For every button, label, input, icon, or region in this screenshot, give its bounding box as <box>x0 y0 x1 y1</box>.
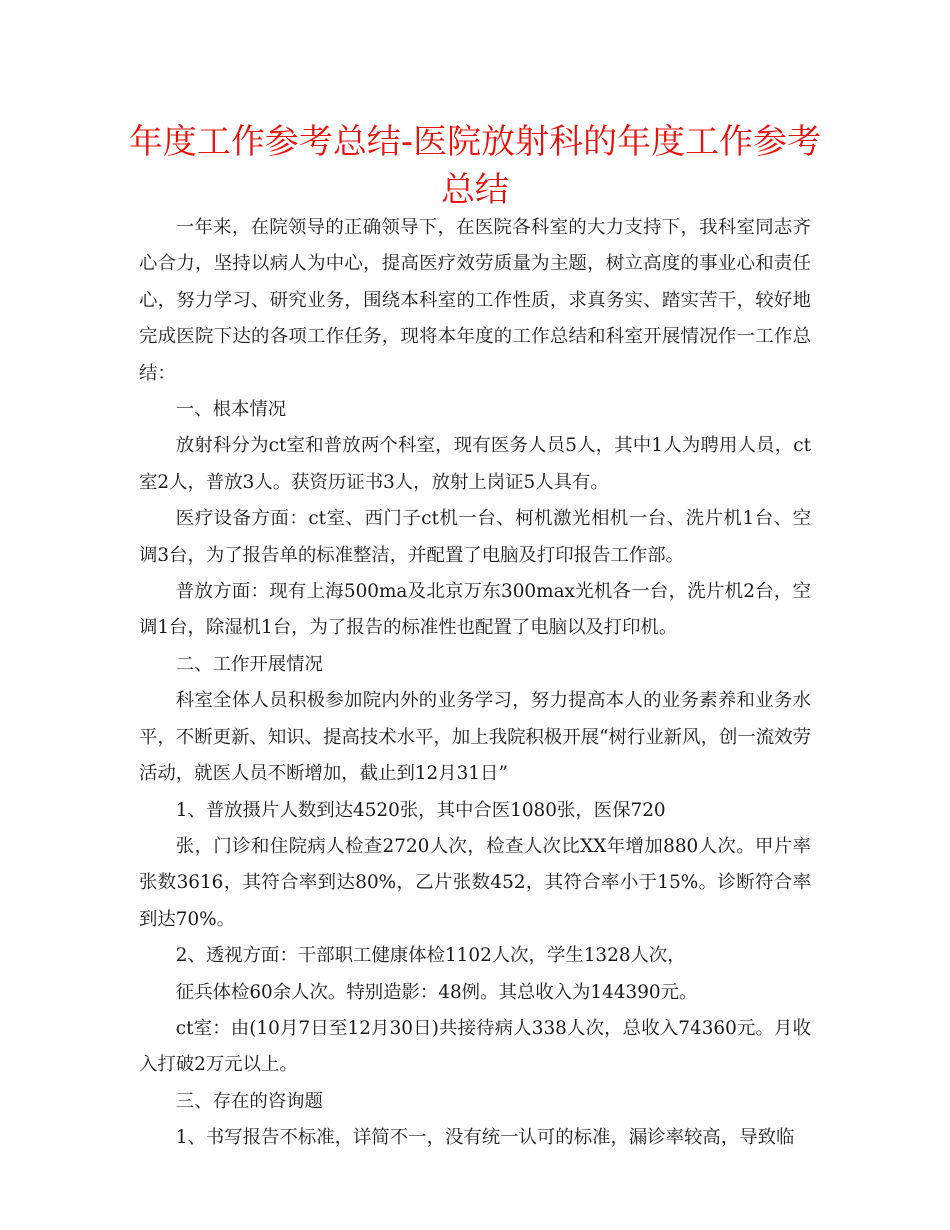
paragraph-equipment-general: 普放方面：现有上海500ma及北京万东300max光机各一台，洗片机2台，空调1台，除湿机1台，为了报告的标准性也配置了电脑以及打印机。 <box>139 581 811 639</box>
document-body <box>139 210 811 1157</box>
section-heading-basic-situation: 一、根本情况 <box>175 399 287 421</box>
paragraph-fluoroscopy: 2、透视方面：干部职工健康体检1102人次，学生1328人次， <box>175 945 686 967</box>
paragraph-equipment-ct: 医疗设备方面：ct室、西门子ct机一台、柯机激光相机一台、洗片机1台、空调3台，为了报告单的标准整洁，并配置了电脑及打印报告工作部。 <box>139 508 811 566</box>
paragraph-fluoroscopy-cont: 征兵体检60余人次。特别造影：48例。其总收入为144390元。 <box>175 981 698 1003</box>
paragraph-study: 科室全体人员积极参加院内外的业务学习，努力提高本人的业务素养和业务水平，不断更新、知识、提高技术水平，加上我院积极开展“树行业新风，创一流效劳活动，就医人员不断增加，截止到12月31日” <box>139 690 811 785</box>
document-title: 年度工作参考总结-医院放射科的年度工作参考总结 <box>128 122 822 210</box>
section-heading-work-progress: 二、工作开展情况 <box>175 653 323 675</box>
paragraph-intro: 一年来，在院领导的正确领导下，在医院各科室的大力支持下，我科室同志齐心合力，坚持以病人为中心，提高医疗效劳质量为主题，树立高度的事业心和责任心，努力学习、研究业务，围绕本科室的工作性质，求真务实、踏实苦干，较好地完成医院下达的各项工作任务，现将本年度的工作总结和科室开展情况作一工作总结： <box>139 217 811 384</box>
paragraph-staffing: 放射科分为ct室和普放两个科室，现有医务人员5人，其中1人为聘用人员，ct室2人，普放3人。获资历证书3人，放射上岗证5人具有。 <box>139 435 811 493</box>
section-heading-problems: 三、存在的咨询题 <box>175 1090 323 1112</box>
paragraph-problem-1: 1、书写报告不标准，详简不一，没有统一认可的标准，漏诊率较高，导致临 <box>175 1127 795 1149</box>
paragraph-radiography-detail: 张，门诊和住院病人检查2720人次，检查人次比XX年增加880人次。甲片率张数3616，其符合率到达80%，乙片张数452，其符合率小于15%。诊断符合率到达70%。 <box>139 835 811 930</box>
paragraph-radiography-count: 1、普放摄片人数到达4520张，其中合医1080张，医保720 <box>175 799 666 821</box>
paragraph-ct-room: ct室：由(10月7日至12月30日)共接待病人338人次，总收入74360元。月收入打破2万元以上。 <box>139 1017 811 1076</box>
